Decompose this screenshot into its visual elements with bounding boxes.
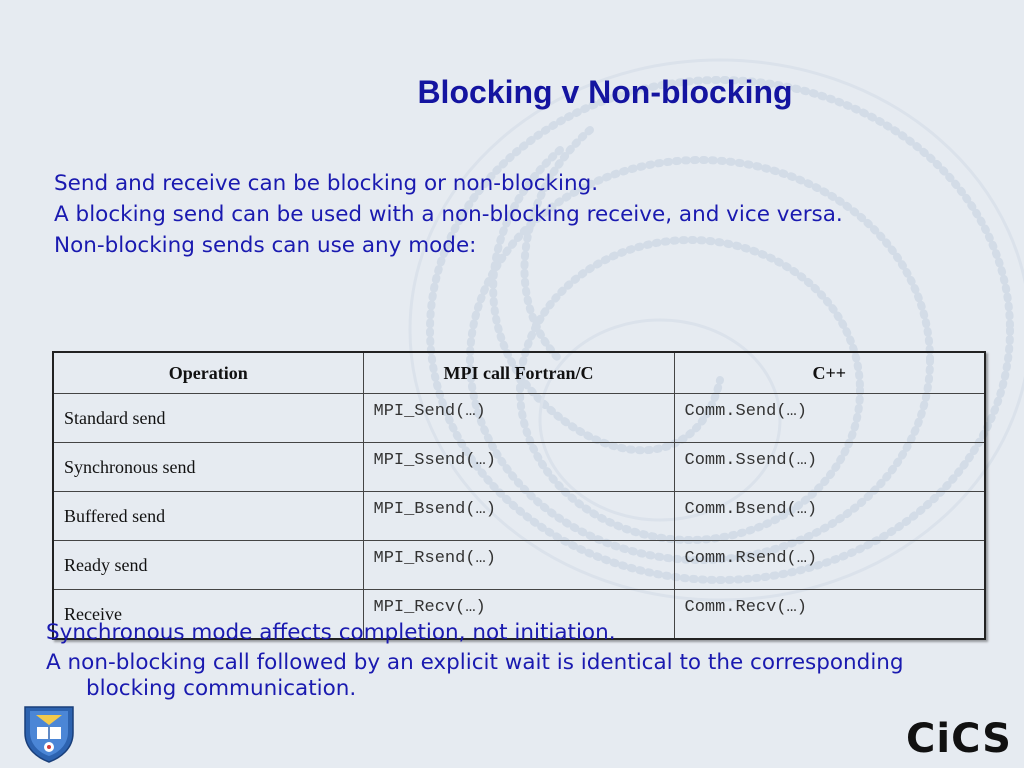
- operation-cell: Receive: [53, 590, 363, 640]
- cpp-call-cell: Comm.Send(…): [674, 394, 985, 443]
- header-cpp: C++: [674, 352, 985, 394]
- table-row: [53, 443, 985, 492]
- intro-line-3: Non-blocking sends can use any mode:: [54, 233, 477, 258]
- cpp-call-cell: Comm.Recv(…): [674, 590, 985, 640]
- mpi-call-cell: MPI_Send(…): [363, 394, 674, 443]
- intro-text: [54, 168, 843, 261]
- table-row: [53, 541, 985, 590]
- intro-line-2: A blocking send can be used with a non-blocking receive, and vice versa.: [54, 202, 843, 227]
- slide-title: Blocking v Non-blocking: [417, 74, 793, 110]
- table-header-row: [53, 352, 985, 394]
- header-operation: Operation: [53, 352, 363, 394]
- header-mpi-call: MPI call Fortran/C: [363, 352, 674, 394]
- university-crest-icon: [22, 703, 76, 763]
- mpi-call-cell: MPI_Bsend(…): [363, 492, 674, 541]
- cics-logo: CiCS: [906, 716, 1012, 762]
- note-line-2: A non-blocking call followed by an explicit wait is identical to the corresponding blocking communication.: [46, 650, 904, 701]
- mpi-call-cell: MPI_Ssend(…): [363, 443, 674, 492]
- mpi-call-cell: MPI_Rsend(…): [363, 541, 674, 590]
- cpp-call-cell: Comm.Rsend(…): [674, 541, 985, 590]
- mpi-calls-table: [52, 351, 986, 640]
- intro-line-1: Send and receive can be blocking or non-blocking.: [54, 171, 599, 196]
- notes-text: [46, 620, 966, 702]
- operation-cell: Buffered send: [53, 492, 363, 541]
- note-line-1: Synchronous mode affects completion, not initiation.: [46, 620, 616, 645]
- operation-cell: Standard send: [53, 394, 363, 443]
- operation-cell: Ready send: [53, 541, 363, 590]
- mpi-call-cell: MPI_Recv(…): [363, 590, 674, 640]
- cpp-call-cell: Comm.Ssend(…): [674, 443, 985, 492]
- operation-cell: Synchronous send: [53, 443, 363, 492]
- cpp-call-cell: Comm.Bsend(…): [674, 492, 985, 541]
- table-row: [53, 394, 985, 443]
- table-row: [53, 492, 985, 541]
